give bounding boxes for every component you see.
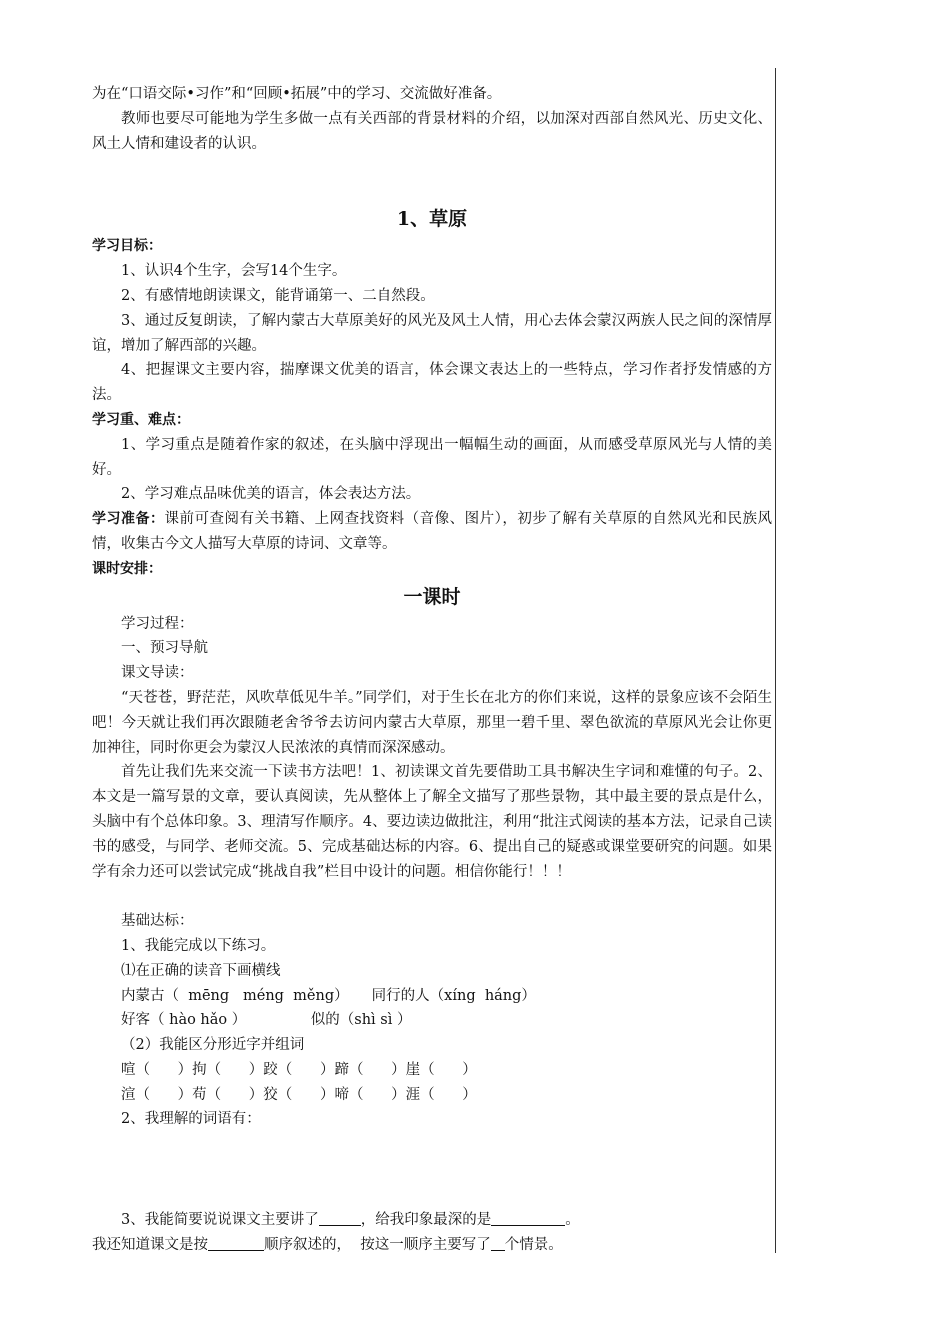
question-3-continued: 我还知道课文是按 顺序叙述的， 按这一顺序主要写了 个情景。 (92, 1237, 563, 1254)
prep-text: 课前可查阅有关书籍、上网查找资料（音像、图片），初步了解有关草原的自然风光和民族风情，收集古今文人描写大草原的诗词、文章等。 (92, 511, 772, 552)
question-1: 1、我能完成以下练习。 (121, 937, 276, 954)
guide-text: “天苍苍，野茫茫，风吹草低见牛羊。”同学们，对于生长在北方的你们来说，这样的景象应该不会陌生吧！今天就让我们再次跟随老舍爷爷去访问内蒙古大草原，那里一碧千里、翠色欲流的草原风光会让你更加神往，同时你更会为蒙汉人民浓浓的真情而深深感动。 (92, 689, 772, 756)
goal-item: 3、通过反复朗读，了解内蒙古大草原美好的风光及风土人情，用心去体会蒙汉两族人民之间的深情厚谊，增加了解西部的兴趣。 (92, 312, 772, 354)
lesson-title: 1、草原 (396, 208, 468, 231)
question-1b: （2）我能区分形近字并组词 (121, 1037, 305, 1054)
pinyin-row-2: 好客（ hào hǎo ） 似的（shì sì ） (121, 1012, 412, 1029)
prep-heading: 学习准备： (92, 511, 165, 528)
schedule-heading: 课时安排： (92, 560, 162, 577)
question-3: 3、我能简要说说课文主要讲了 ，给我印象最深的是 。 (121, 1212, 580, 1229)
basics-label: 基础达标： (121, 913, 194, 930)
pinyin-row-1: 内蒙古（ mēng méng měng） 同行的人（xíng háng） (121, 987, 536, 1004)
intro-line-1: 为在“口语交际•习作”和“回顾•拓展”中的学习、交流做好准备。 (92, 86, 502, 102)
question-2: 2、我理解的词语有： (121, 1111, 261, 1128)
key-point-item: 1、学习重点是随着作家的叙述，在头脑中浮现出一幅幅生动的画面，从而感受草原风光与人情的美好。 (92, 436, 772, 478)
goal-item: 2、有感情地朗读课文，能背诵第一、二自然段。 (121, 287, 435, 304)
margin-rule (775, 68, 776, 1253)
method-text: 首先让我们先来交流一下读书方法吧！1、初读课文首先要借助工具书解决生字词和难懂的句子。2、本文是一篇写景的文章，要认真阅读，先从整体上了解全文描写了那些景物，其中最主要的景点是什么，头脑中有个总体印象。3、理清写作顺序。4、要边读边做批注，利用“批注式阅读的基本方法，记录自己读书的感受，与同学、老师交流。5、完成基础达标的内容。6、提出自己的疑惑或课堂要研究的问题。如果学有余力还可以尝试完成“挑战自我”栏目中设计的问题。相信你能行！！！ (92, 764, 772, 880)
period-title: 一课时 (403, 585, 461, 608)
char-pairs-row-1: 喧（ ）拘（ ）跤（ ）蹄（ ）崖（ ） (121, 1061, 477, 1078)
goal-item: 1、认识4个生字，会写14个生字。 (121, 263, 347, 280)
key-point-item: 2、学习难点品味优美的语言，体会表达方法。 (121, 486, 421, 503)
guide-label: 课文导读： (121, 665, 194, 682)
process-label: 学习过程： (121, 615, 194, 632)
answer-blank-order[interactable] (208, 1236, 264, 1251)
answer-blank-scene-count[interactable] (491, 1236, 505, 1251)
char-pairs-row-2: 渲（ ）苟（ ）狡（ ）啼（ ）涯（ ） (121, 1086, 477, 1103)
answer-blank-main-content[interactable] (319, 1211, 361, 1226)
document-page (92, 82, 772, 1258)
answer-blank-deepest-impression[interactable] (491, 1211, 565, 1226)
section-preview-guide: 一、预习导航 (121, 640, 208, 657)
goal-item: 4、把握课文主要内容，揣摩课文优美的语言，体会课文表达上的一些特点，学习作者抒发情感的方法。 (92, 362, 772, 404)
prep-paragraph (92, 507, 772, 557)
question-1a: ⑴在正确的读音下画横线 (121, 962, 281, 979)
intro-line-2: 教师也要尽可能地为学生多做一点有关西部的背景材料的介绍，以加深对西部自然风光、历史文化、风土人情和建设者的认识。 (92, 110, 772, 152)
goals-heading: 学习目标： (92, 238, 162, 255)
key-points-heading: 学习重、难点： (92, 411, 190, 428)
